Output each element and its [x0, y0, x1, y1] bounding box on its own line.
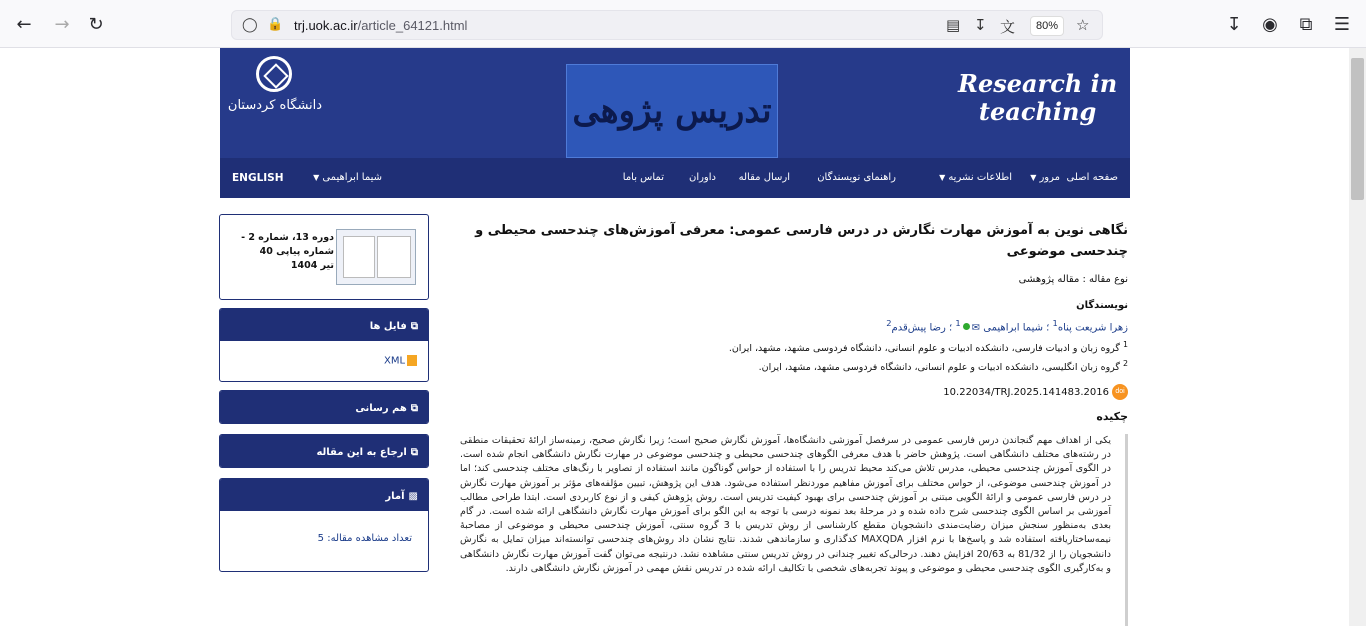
abstract-heading: چکیده	[1096, 410, 1128, 423]
menu-icon[interactable]: ☰	[1333, 13, 1351, 35]
nav-home[interactable]: صفحه اصلی	[1066, 172, 1118, 183]
authors-list: زهرا شریعت پناه$^1$ ؛ شیما ابراهیمی ✉$^1$ ؛ رضا پیش‌قدم$^2$	[886, 318, 1128, 334]
translate-icon[interactable]: 文	[1000, 18, 1016, 36]
save-page-icon[interactable]: ↧	[974, 16, 987, 34]
issue-info[interactable]: دوره 13، شماره 2 - شماره پیاپی 40 تیر 1404	[241, 232, 334, 271]
affiliation: $^1$ گروه زبان و ادبیات فارسی، دانشکده ادبیات و علوم انسانی، دانشگاه فردوسی مشهد، مشهد، ایران.	[728, 340, 1128, 355]
article-type: نوع مقاله : مقاله پژوهشی	[1018, 274, 1128, 285]
nav-english[interactable]: ENGLISH	[232, 172, 284, 184]
file-icon: ⧉	[410, 321, 418, 332]
web-page	[0, 48, 1349, 626]
lock-icon[interactable]: 🔒	[267, 17, 284, 32]
bar-chart-icon: ▩	[408, 491, 418, 502]
nav-contact[interactable]: تماس باما	[622, 172, 664, 183]
files-box	[219, 308, 429, 382]
view-count: تعداد مشاهده مقاله: 5	[317, 533, 412, 544]
author-link[interactable]: رضا پیش‌قدم	[891, 322, 946, 334]
share-box[interactable]	[219, 390, 429, 424]
main-nav	[220, 158, 1130, 198]
address-bar[interactable]	[231, 10, 1103, 40]
back-icon[interactable]: ←	[16, 13, 32, 35]
files-heading: ⧉ فایل ها	[220, 309, 428, 341]
shield-icon[interactable]: ◯	[242, 17, 258, 33]
stats-box	[219, 478, 429, 572]
nav-journal-info[interactable]: اطلاعات نشریه▼	[939, 172, 1012, 183]
bookmark-star-icon[interactable]: ☆	[1076, 16, 1090, 34]
university-name: دانشگاه کردستان	[227, 98, 323, 113]
journal-banner	[220, 48, 1130, 158]
reader-view-icon[interactable]: ▤	[946, 16, 961, 34]
nav-author-guide[interactable]: راهنمای نویسندگان	[817, 172, 896, 183]
downloads-icon[interactable]: ↧	[1226, 13, 1242, 35]
nav-user-menu[interactable]: شیما ابراهیمی▼	[313, 172, 382, 183]
reload-icon[interactable]: ↻	[88, 13, 104, 35]
doi-link[interactable]: 10.22034/TRJ.2025.141483.2016	[943, 386, 1109, 398]
zoom-level[interactable]: 80%	[1030, 16, 1064, 36]
cite-heading[interactable]: ⧉ ارجاع به این مقاله	[220, 435, 428, 467]
forward-icon[interactable]: →	[54, 13, 70, 35]
article-title: نگاهی نوین به آموزش مهارت نگارش در درس فارسی عمومی: معرفی آموزش‌های چندحسی محیطی و چندحسی موضوعی	[475, 223, 1128, 259]
cite-box[interactable]	[219, 434, 429, 468]
author-link[interactable]: شیما ابراهیمی	[983, 322, 1043, 334]
scrollbar-thumb[interactable]	[1351, 58, 1364, 200]
xml-file-icon	[407, 355, 417, 366]
browser-toolbar	[0, 0, 1366, 48]
author-link[interactable]: زهرا شریعت پناه	[1057, 322, 1128, 334]
affiliation: $^2$ گروه زبان انگلیسی، دانشکده ادبیات و علوم انسانی، دانشگاه فردوسی مشهد، مشهد، ایران.	[758, 359, 1128, 374]
nav-browse[interactable]: مرور▼	[1030, 172, 1060, 183]
journal-calligraphy-logo: تدریس پژوهی	[566, 64, 778, 158]
nav-submit[interactable]: ارسال مقاله	[738, 172, 790, 183]
journal-english-title: Research in teaching	[958, 69, 1118, 126]
account-icon[interactable]: ◉	[1262, 13, 1278, 35]
xml-link[interactable]: XML	[220, 341, 428, 381]
extensions-icon[interactable]: ⧉	[1299, 13, 1313, 35]
university-logo-icon	[256, 56, 292, 92]
url-text[interactable]: trj.uok.ac.ir/article_64121.html	[294, 18, 468, 33]
issue-cover-image[interactable]	[336, 229, 416, 285]
orcid-icon[interactable]	[963, 323, 970, 330]
stats-heading[interactable]: ▩ آمار	[220, 479, 428, 511]
authors-heading: نویسندگان	[1076, 300, 1128, 311]
email-icon[interactable]: ✉	[971, 322, 981, 334]
abstract-text: یکی از اهداف مهم گنجاندن درس فارسی عمومی در سرفصل آموزشی دانشگاه‌ها، آموزش نگارش صحیح است؛ زیرا نگارش صحیح، زمینه‌ساز ارائهٔ تحقیقات منطقی در رشته‌های مختلف دانشگاهی است. پژوهش حاضر با هدف معرفی الگوهای چندحسی محیطی و چندحسی موضوعی در مهارت نگارش دانشگاهی انجام شده است. در الگوی آموزش چندحسی محیطی، مدرس تلاش می‌کند محیط تدریس را با استفاده از حواس گوناگون مانند استفاده از تصاویر با رنگ‌های مختلف چندحسی کند؛ اما در آموزش چندحسی موضوعی، از حواس مختلف برای آموزش مفاهیم موردنظر استفاده می‌شود. هدف این پژوهش، تبیین مؤلفه‌های مؤثر بر آموزش مهارت نگارش در درس فارسی عمومی و ارائهٔ الگویی مبتنی بر آموزش چندحسی برای بهبود کیفیت تدریس است. روش پژوهش کیفی و از نوع کاربردی است. ابتدا طراحی مطالب آموزشی بر اساس الگوی چندحسی شرح داده شده و در مرحلهٔ بعد نمونه درسی با توجه به این الگو برای آموزش مهارت نگارش دانشگاهی ارائه شده است. در گام بعدی به‌منظور سنجش میزان رضایت‌مندی دانشجویان مقطع کارشناسی از روش تدریس با 3 گروه سنتی، آموزش چندحسی محیطی و موضوعی از مصاحبهٔ نیمه‌ساختاریافته استفاده شد و پاسخ‌ها با نرم افزار MAXQDA کدگذاری و سازماندهی شدند. نتایج نشان داد روش‌های چندحسی توانسته‌اند میزان تمایل به نگارش دانشجویان را از 81/32 به 20/63 افزایش دهند. درحالی‌که تغییر چندانی در روش تدریس سنتی مشاهده نشد. درنتیجه می‌توان گفت آموزش مهارت نگارش دانشگاهی و به‌کارگیری الگوی چندحسی محیطی و موضوعی و پیوند تجربه‌های شخصی با تکالیف ارائه شده در تدریس نقش مهمی در آموزش نگارش دانشگاهی دارند.	[460, 434, 1128, 626]
external-link-icon: ⧉	[410, 447, 418, 458]
share-icon: ⧉	[410, 403, 418, 414]
share-heading[interactable]: ⧉ هم رسانی	[220, 391, 428, 423]
doi-icon: doi	[1112, 384, 1128, 400]
issue-box	[219, 214, 429, 300]
doi-row	[943, 384, 1128, 400]
nav-reviewers[interactable]: داوران	[688, 172, 716, 183]
